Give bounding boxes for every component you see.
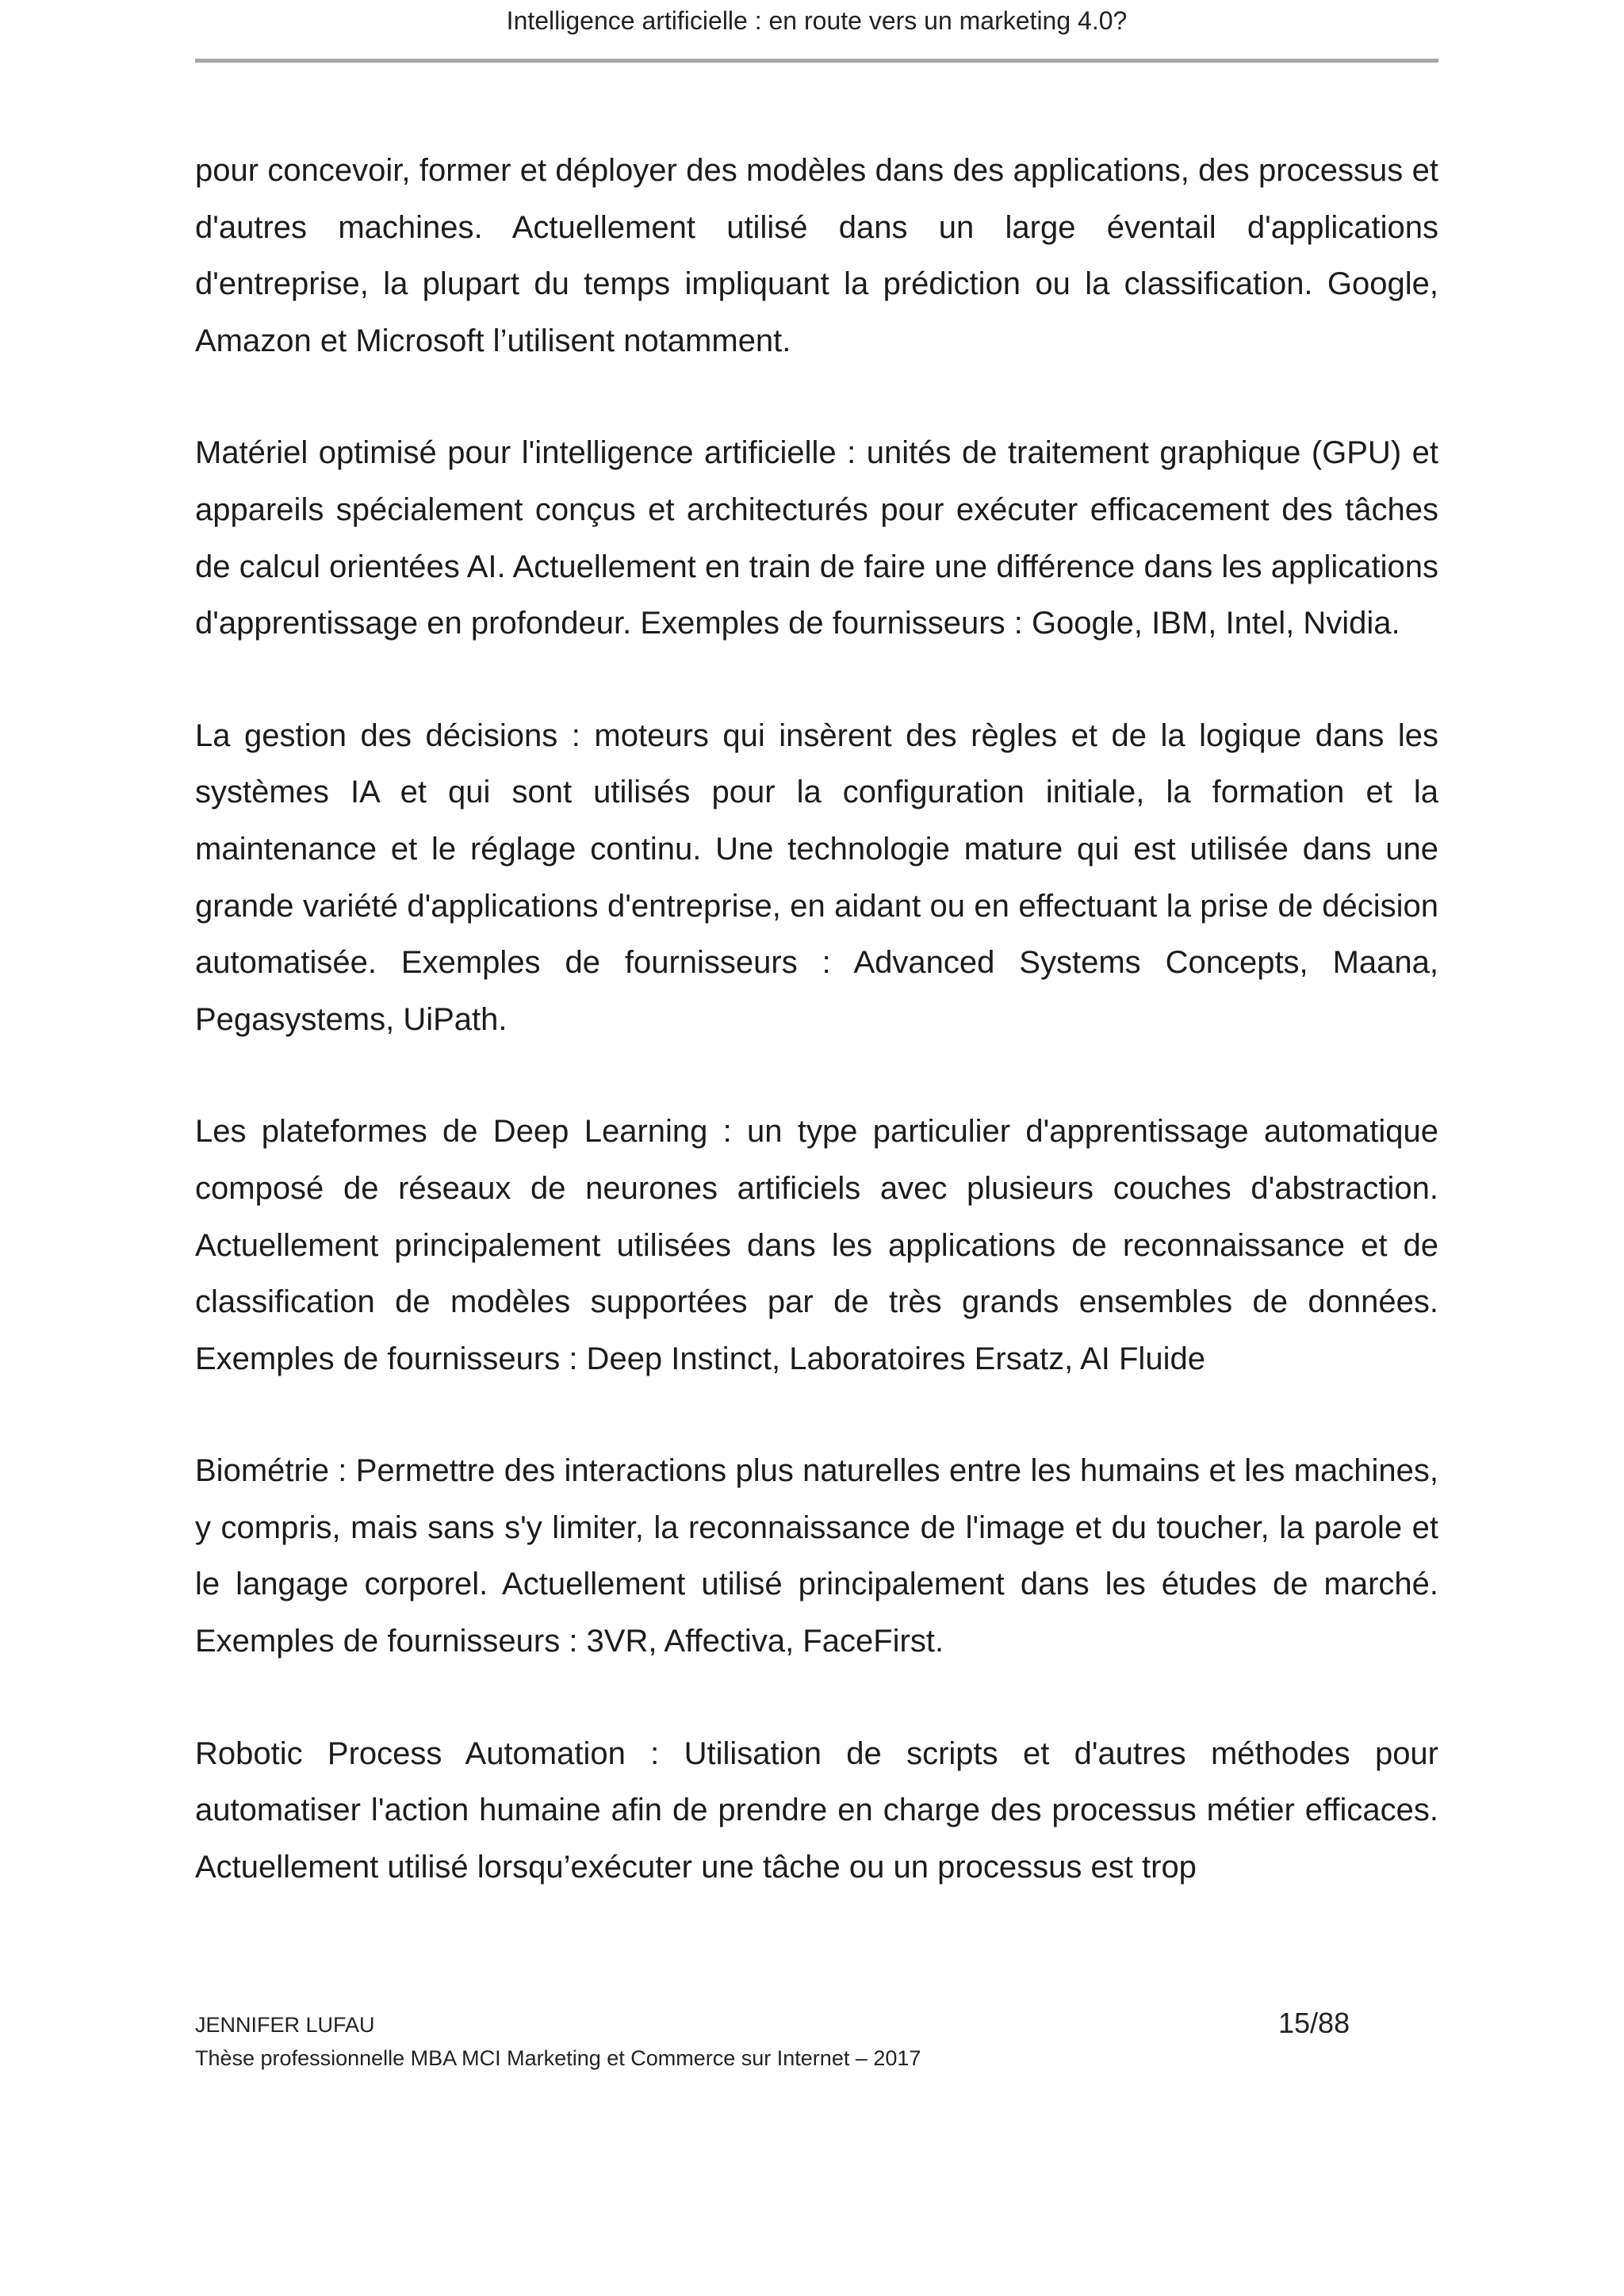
body-text bbox=[195, 143, 1438, 1951]
paragraph-robotic-process-automation: Robotic Process Automation : Utilisation de scripts et d'autres méthodes pour automatiser l'action humaine afin de prendre en charge des processus métier efficaces. Actuellement utilisé lorsqu’exécuter une tâche ou un processus est trop bbox=[195, 1735, 1438, 1885]
header-divider bbox=[195, 59, 1438, 63]
paragraph-ai-optimized-hardware: Matériel optimisé pour l'intelligence artificielle : unités de traitement graphique (GPU) et appareils spécialement conçus et architecturés pour exécuter efficacement des tâches de calcul orientées AI. Actuellement en train de faire une différence dans les applications d'apprentissage en profondeur. Exemples de fournisseurs : Google, IBM, Intel, Nvidia. bbox=[195, 435, 1438, 641]
paragraph-biometrics: Biométrie : Permettre des interactions plus naturelles entre les humains et les machines, y compris, mais sans s'y limiter, la reconnaissance de l'image et du toucher, la parole et le langage corporel. Actuellement utilisé principalement dans les études de marché. Exemples de fournisseurs : 3VR, Affectiva, FaceFirst. bbox=[195, 1453, 1438, 1659]
footer-author: JENNIFER LUFAU bbox=[195, 2013, 375, 2037]
paragraph-deep-learning-platforms: Les plateformes de Deep Learning : un type particulier d'apprentissage automatique composé de réseaux de neurones artificiels avec plusieurs couches d'abstraction. Actuellement principalement utilisées dans les applications de reconnaissance et de classification de modèles supportées par de très grands ensembles de données. Exemples de fournisseurs : Deep Instinct, Laboratoires Ersatz, AI Fluide bbox=[195, 1114, 1438, 1376]
footer-page-number: 15/88 bbox=[1278, 2007, 1350, 2039]
paragraph-decision-management: La gestion des décisions : moteurs qui insèrent des règles et de la logique dans les systèmes IA et qui sont utilisés pour la configuration initiale, la formation et la maintenance et le réglage continu. Une technologie mature qui est utilisée dans une grande variété d'applications d'entreprise, en aidant ou en effectuant la prise de décision automatisée. Exemples de fournisseurs : Advanced Systems Concepts, Maana, Pegasystems, UiPath. bbox=[195, 718, 1438, 1037]
footer-thesis-title: Thèse professionnelle MBA MCI Marketing et Commerce sur Internet – 2017 bbox=[195, 2046, 921, 2070]
paragraph-ml-platforms-continued: pour concevoir, former et déployer des modèles dans des applications, des processus et d'autres machines. Actuellement utilisé dans un large éventail d'applications d'entreprise, la plupart du temps impliquant la prédiction ou la classification. Google, Amazon et Microsoft l’utilisent notamment. bbox=[195, 153, 1438, 358]
running-header-title: Intelligence artificielle : en route vers un marketing 4.0? bbox=[506, 6, 1128, 35]
